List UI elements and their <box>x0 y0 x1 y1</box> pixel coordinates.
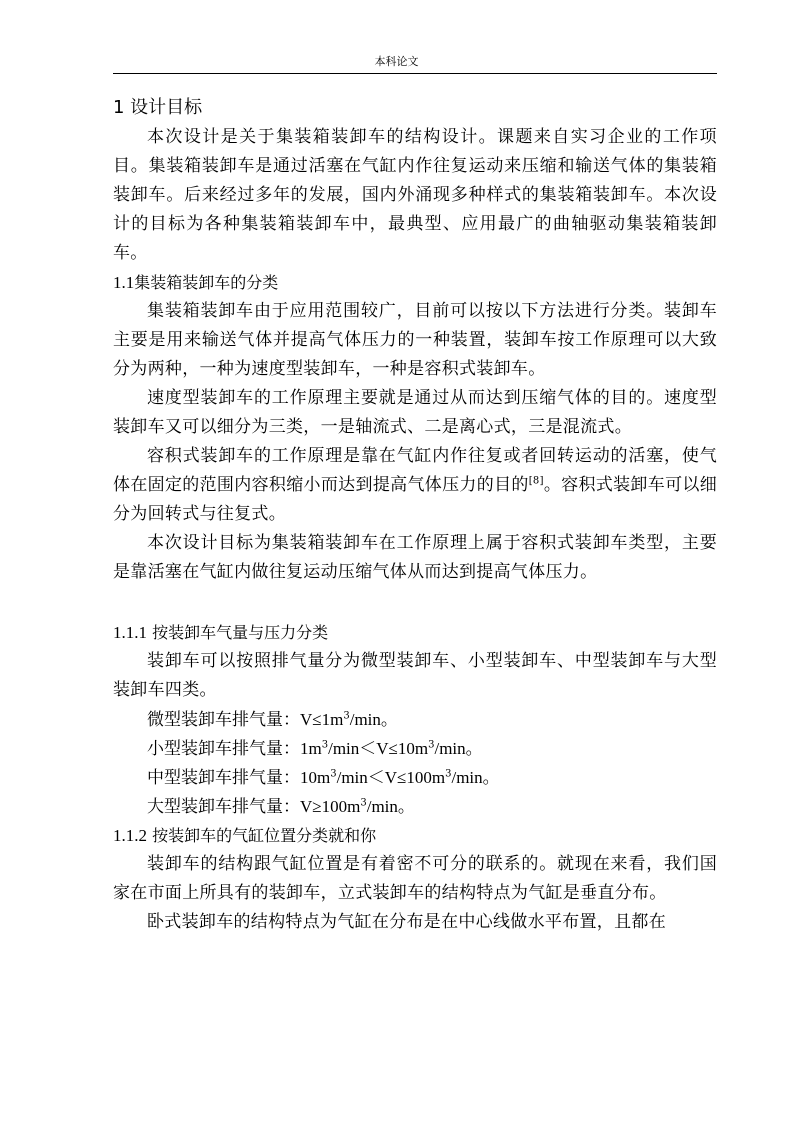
page-header: 本科论文 <box>374 55 419 68</box>
item-superscript: 3 <box>321 739 329 751</box>
section-1-1-title: 集装箱装卸车的分类 <box>134 273 279 292</box>
displacement-item-medium <box>113 763 717 792</box>
section-1-1-2-number: 1.1.2 <box>113 826 147 845</box>
section-1-1-heading <box>113 268 717 297</box>
section-1-1-paragraph-4: 本次设计目标为集装箱装卸车在工作原理上属于容积式装卸车类型，主要是靠活塞在气缸内做往复运动压缩气体从而达到提高气体压力。 <box>113 533 717 582</box>
section-1-paragraph: 本次设计是关于集装箱装卸车的结构设计。课题来自实习企业的工作项目。集装箱装卸车是通过活塞在气缸内作往复运动来压缩和输送气体的集装箱装卸车。后来经过多年的发展，国内外涌现多种样式的集装箱装卸车。本次设计的目标为各种集装箱装卸车中，最典型、应用最广的曲轴驱动集装箱装卸车。 <box>113 127 717 263</box>
section-1-1-paragraph-3 <box>113 442 717 529</box>
section-1-1-1-title: 按装卸车气量与压力分类 <box>152 623 329 642</box>
displacement-item-micro <box>113 705 717 734</box>
citation-ref: [8] <box>528 475 544 487</box>
displacement-item-small <box>113 734 717 763</box>
section-1-1-paragraph-3-text-b: 。容积式装卸车可以细分为回转式与往复式。 <box>113 475 718 524</box>
section-1-1-2-paragraph-1: 装卸车的结构跟气缸位置是有着密不可分的联系的。就现在来看，我们国家在市面上所具有的装卸车，立式装卸车的结构特点为气缸是垂直分布。 <box>113 854 717 903</box>
item-value-part: /min <box>366 797 398 816</box>
item-label: 中型装卸车排气量： <box>147 768 300 788</box>
section-1-1-paragraph-1: 集装箱装卸车由于应用范围较广，目前可以按以下方法进行分类。装卸车主要是用来输送气体并提高气体压力的一种装置，装卸车按工作原理可以大致分为两种，一种为速度型装卸车，一种是容积式装卸车。 <box>113 301 717 379</box>
section-1-1-2-paragraph-2: 卧式装卸车的结构特点为气缸在分布是在中心线做水平布置，且都在 <box>147 912 666 932</box>
item-value-part: /min。 <box>434 739 483 758</box>
item-value-part: V≥100m <box>300 797 361 816</box>
item-label: 大型装卸车排气量： <box>147 797 300 817</box>
item-value-part: 。 <box>380 710 398 730</box>
section-1-1-2-title: 按装卸车的气缸位置分类就和你 <box>152 826 377 845</box>
section-1-1-paragraph-3-text-a: 容积式装卸车的工作原理是靠在气缸内作往复或者回转运动的活塞，使气体在固定的范围内容积缩小而达到提高气体压力的目的 <box>113 446 717 495</box>
item-value-part: 。 <box>397 797 415 817</box>
item-superscript: 3 <box>330 768 337 780</box>
item-superscript: 3 <box>428 739 435 751</box>
section-1-1-1-number: 1.1.1 <box>113 623 147 642</box>
item-value-part: /min <box>349 710 381 729</box>
section-1-1-number: 1.1 <box>113 273 135 292</box>
section-1-1-1-heading <box>113 618 717 647</box>
section-1-1-paragraph-2: 速度型装卸车的工作原理主要就是通过从而达到压缩气体的目的。速度型装卸车又可以细分为三类，一是轴流式、二是离心式，三是混流式。 <box>113 388 717 437</box>
item-value-part: 1m <box>300 739 322 758</box>
item-superscript: 3 <box>360 797 367 809</box>
item-label: 微型装卸车排气量： <box>147 710 300 730</box>
item-superscript: 3 <box>445 768 452 780</box>
section-1-1-1-paragraph: 装卸车可以按照排气量分为微型装卸车、小型装卸车、中型装卸车与大型装卸车四类。 <box>113 651 717 700</box>
item-value-part: /min＜V≤10m <box>328 739 429 758</box>
document-body <box>113 94 717 937</box>
item-value-part: 10m <box>300 768 331 787</box>
item-label: 小型装卸车排气量： <box>147 739 300 759</box>
item-superscript: 3 <box>343 710 350 722</box>
item-value-part: /min。 <box>451 768 500 787</box>
item-value-part: /min＜V≤100m <box>336 768 446 787</box>
section-1-heading: 1 设计目标 <box>113 97 203 118</box>
header-rule <box>113 73 717 74</box>
section-1-1-2-heading <box>113 821 717 850</box>
item-value-part: V≤1m <box>300 710 344 729</box>
displacement-item-large <box>113 792 717 821</box>
